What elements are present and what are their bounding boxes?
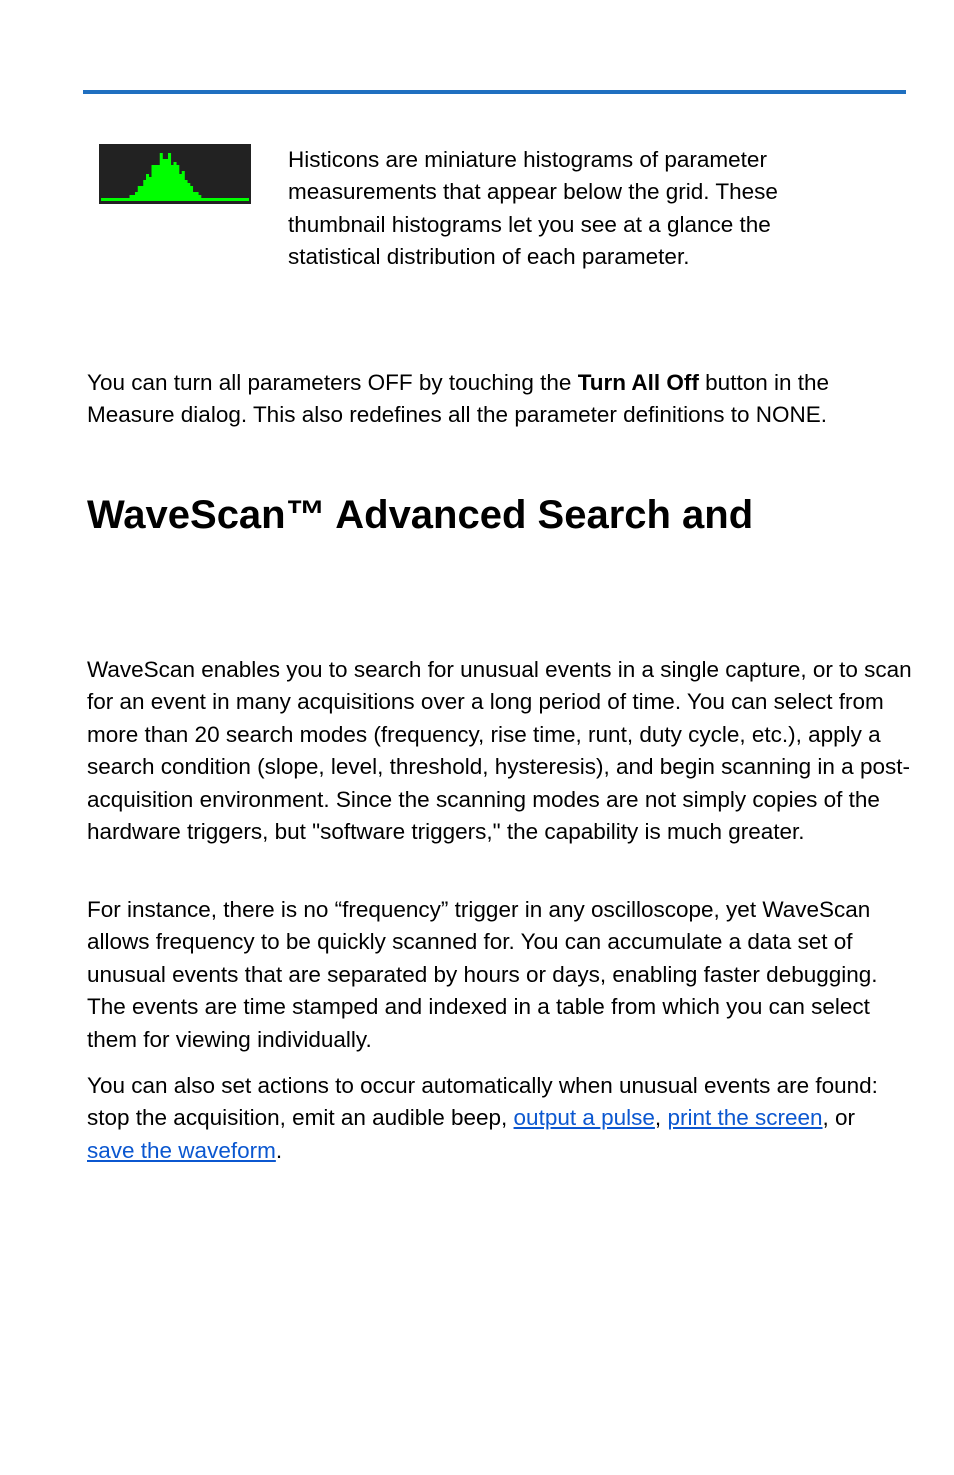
period: .	[275, 1137, 283, 1163]
separator: , or	[822, 1105, 856, 1131]
histicon-icon	[99, 144, 251, 204]
histicon-description: Histicons are miniature histograms of parameter measurements that appear below the grid. These thumbnail histograms let you see at a glance the statistical distribution of each parameter.	[288, 147, 778, 270]
turn-off-text-after: button in the Measure dialog. This also redefines all the parameter definitions to NONE.	[87, 370, 830, 428]
save-waveform-link[interactable]: save the waveform	[87, 1137, 276, 1163]
turn-all-off-label: Turn All Off	[577, 370, 699, 395]
turn-off-text-before: You can turn all parameters OFF by touching the	[87, 370, 578, 395]
histicon-image	[99, 144, 251, 204]
section-heading: WaveScan™ Advanced Search and	[87, 493, 754, 537]
print-screen-link[interactable]: print the screen	[667, 1105, 823, 1131]
header-rule	[83, 90, 906, 94]
wavescan-paragraph-3	[87, 1070, 907, 1167]
turn-all-off-paragraph	[87, 367, 917, 432]
wavescan-paragraph-1: WaveScan enables you to search for unusual events in a single capture, or to scan for an event in many acquisitions over a long period of time. You can select from more than 20 search modes (frequency, rise time, runt, duty cycle, etc.), apply a search condition (slope, level, threshold, hysteresis), and begin scanning in a post-acquisition environment. Since the scanning modes are not simply copies of the hardware triggers, but "software triggers," the capability is much greater.	[87, 657, 912, 845]
actions-text: You can also set actions to occur automatically when unusual events are found: stop the acquisition, emit an audible beep,	[87, 1073, 878, 1131]
separator: ,	[654, 1105, 668, 1131]
output-pulse-link[interactable]: output a pulse	[513, 1105, 655, 1131]
wavescan-paragraph-2: For instance, there is no “frequency” trigger in any oscilloscope, yet WaveScan allows frequency to be quickly scanned for. You can accumulate a data set of unusual events that are separated by hours or days, enabling faster debugging. The events are time stamped and indexed in a table from which you can select them for viewing individually.	[87, 897, 878, 1052]
